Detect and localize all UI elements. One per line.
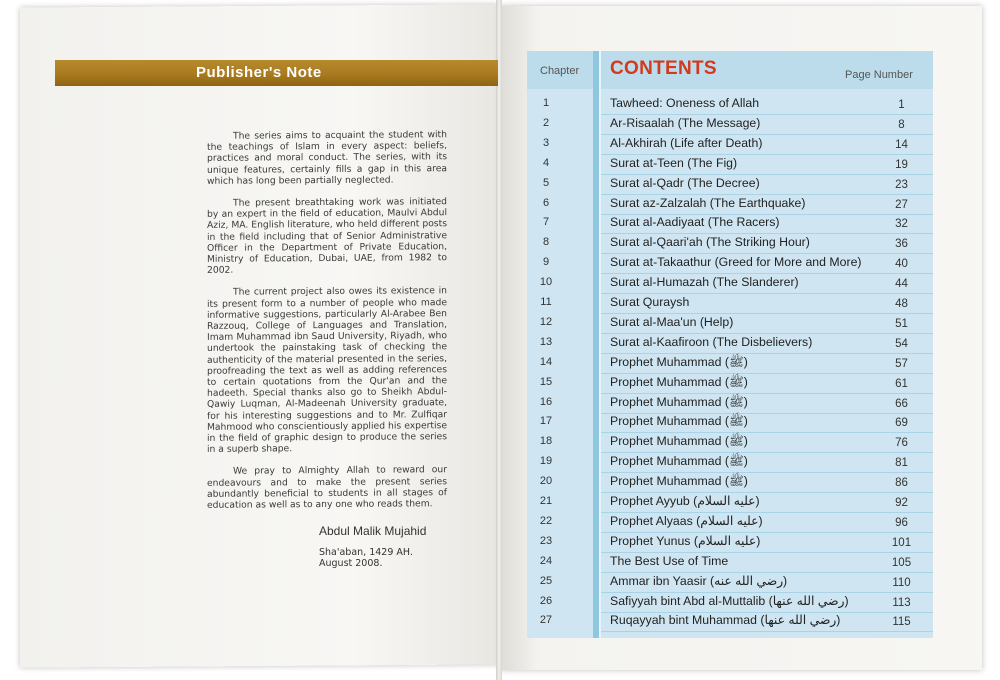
page-number: 113 [892, 596, 911, 609]
chapter-title: Prophet Muhammad (ﷺ) [610, 474, 748, 489]
chapter-title: Al-Akhirah (Life after Death) [610, 135, 763, 150]
chapter-title: Ammar ibn Yaasir (رضي الله عنه) [610, 573, 788, 588]
page-number: 14 [895, 138, 908, 151]
page-number: 86 [895, 477, 908, 490]
contents-row [527, 473, 933, 493]
chapter-number: 14 [539, 355, 553, 368]
chapter-title: Surat az-Zalzalah (The Earthquake) [610, 195, 806, 210]
chapter-number: 22 [539, 514, 553, 527]
chapter-number: 16 [539, 395, 553, 408]
contents-row [527, 314, 933, 334]
contents-row [527, 274, 933, 294]
page-number: 27 [895, 198, 908, 211]
contents-row [527, 354, 933, 374]
contents-row [527, 155, 933, 175]
page-number: 19 [895, 158, 908, 171]
chapter-title: Surat al-Aadiyaat (The Racers) [610, 215, 780, 230]
page-number: 76 [895, 437, 908, 450]
page-number: 54 [895, 337, 908, 350]
chapter-number: 26 [539, 594, 553, 607]
page-number-column-header: Page Number [845, 69, 913, 81]
contents-row [527, 294, 933, 314]
page-number: 81 [895, 457, 908, 470]
page-number: 69 [895, 417, 908, 430]
chapter-title: Ruqayyah bint Muhammad (رضي الله عنها) [610, 613, 841, 628]
chapter-title: Safiyyah bint Abd al-Muttalib (رضي الله عنها) [610, 593, 849, 608]
contents-row [527, 612, 933, 632]
contents-row [527, 214, 933, 234]
chapter-title: Prophet Alyaas (عليه السلام) [610, 513, 763, 528]
chapter-number: 21 [539, 495, 553, 507]
contents-row [527, 374, 933, 394]
note-paragraph: The present breathtaking work was initiated by an expert in the field of education, Maulvi Abdul Aziz, MA. English literature, who held different posts in the field including that of Senior Administrative Officer in the Department of Private Education, Ministry of Education, Dubai, UAE, from 1982 to 2002. [207, 196, 447, 277]
page-number: 44 [895, 278, 908, 291]
page-number: 92 [895, 497, 908, 509]
page-number: 96 [895, 516, 908, 529]
chapter-number: 6 [542, 196, 550, 209]
page-number: 40 [895, 258, 908, 271]
chapter-number: 3 [542, 136, 550, 149]
chapter-title: Surat at-Takaathur (Greed for More and More) [610, 255, 862, 270]
contents-row [527, 453, 933, 473]
contents-row [527, 513, 933, 533]
page-number: 48 [895, 298, 908, 310]
chapter-number: 1 [542, 97, 550, 109]
page-number: 32 [895, 218, 908, 231]
date-gregorian: August 2008. [319, 558, 383, 569]
row-separator [601, 631, 933, 632]
chapter-title: Surat al-Humazah (The Slanderer) [610, 275, 799, 290]
contents-row [527, 254, 933, 274]
contents-row [527, 334, 933, 354]
chapter-title: Prophet Muhammad (ﷺ) [610, 394, 748, 409]
contents-row [527, 573, 933, 593]
chapter-number: 27 [539, 614, 553, 627]
page-number: 115 [892, 616, 911, 629]
note-paragraph: We pray to Almighty Allah to reward our endeavours and to make the present series abundantly beneficial to students in all stages of education as well as to any one who reads them. [207, 464, 447, 511]
chapter-title: The Best Use of Time [610, 553, 729, 568]
chapter-number: 9 [542, 256, 550, 269]
page-number: 105 [891, 556, 912, 569]
contents-row [527, 195, 933, 215]
page-number: 23 [895, 178, 908, 191]
chapter-number: 12 [539, 315, 553, 328]
contents-row [527, 115, 933, 135]
page-number: 51 [895, 317, 908, 330]
chapter-title: Surat Quraysh [610, 295, 690, 309]
chapter-title: Surat al-Qaari'ah (The Striking Hour) [610, 235, 810, 250]
chapter-title: Prophet Muhammad (ﷺ) [610, 374, 748, 389]
page-number: 66 [895, 397, 908, 410]
chapter-number: 17 [539, 415, 553, 428]
publishers-note-heading: Publisher's Note [196, 64, 322, 81]
chapter-number: 19 [539, 455, 553, 468]
contents-row [527, 433, 933, 453]
chapter-number: 2 [542, 116, 550, 129]
chapter-title: Prophet Ayyub (عليه السلام) [610, 494, 760, 508]
chapter-number: 23 [539, 534, 553, 547]
signature-date [319, 547, 413, 569]
chapter-number: 24 [539, 554, 553, 567]
chapter-number: 18 [539, 435, 553, 448]
chapter-title: Surat al-Qadr (The Decree) [610, 175, 760, 190]
chapter-title: Surat al-Maa'un (Help) [610, 314, 734, 329]
contents-row [527, 95, 933, 115]
chapter-number: 13 [539, 335, 553, 348]
contents-row [527, 593, 933, 613]
chapter-title: Surat at-Teen (The Fig) [610, 155, 738, 170]
chapter-number: 8 [542, 236, 550, 249]
contents-row [527, 553, 933, 573]
chapter-title: Prophet Yunus (عليه السلام) [610, 533, 761, 548]
chapter-number: 11 [540, 296, 552, 308]
contents-row [527, 493, 933, 513]
chapter-title: Prophet Muhammad (ﷺ) [610, 434, 748, 449]
contents-title: CONTENTS [610, 58, 717, 79]
chapter-title: Ar-Risaalah (The Message) [610, 115, 761, 130]
date-hijri: Sha'aban, 1429 AH. [319, 547, 413, 558]
contents-row [527, 413, 933, 433]
chapter-title: Prophet Muhammad (ﷺ) [610, 354, 748, 369]
chapter-title: Prophet Muhammad (ﷺ) [610, 414, 748, 429]
publishers-note-body [207, 129, 447, 522]
contents-row [527, 175, 933, 195]
page-number: 101 [891, 536, 912, 549]
contents-row [527, 234, 933, 254]
chapter-column-header: Chapter [540, 65, 580, 77]
note-paragraph: The current project also owes its existence in its present form to a number of people who made informative suggestions, particularly Al-Arabee Ben Razzouq, College of Languages and Translation, Imam Muhammad ibn Saud University, Riyadh, who undertook the painstaking task of checking the authenticity of the material presented in the series, proofreading the text as well as adding references to certain quotations from the Qur'an and the hadeeth. Special thanks also go to Sheikh Abdul-Qawiy Luqman, Al-Madeenah University graduate, for his interesting suggestions and to Mr. Zulfiqar Mahmood who conscientiously applied his expertise in the field of graphic design to produce the series in a superb shape. [207, 285, 447, 456]
chapter-number: 7 [542, 216, 550, 229]
chapter-number: 5 [542, 176, 550, 189]
chapter-title: Surat al-Kaafiroon (The Disbelievers) [610, 334, 813, 349]
chapter-number: 20 [539, 475, 553, 488]
book-spine [496, 0, 502, 680]
chapter-number: 10 [539, 276, 553, 289]
contents-row [527, 394, 933, 414]
page-number: 110 [892, 576, 911, 589]
contents-row [527, 135, 933, 155]
chapter-number: 15 [539, 375, 553, 388]
note-paragraph: The series aims to acquaint the student with the teachings of Islam in every aspect: beliefs, practices and moral conduct. The series, with its unique features, certainly fills a gap in this area which has long been partially neglected. [207, 129, 447, 187]
page-number: 36 [895, 238, 908, 251]
chapter-title: Tawheed: Oneness of Allah [610, 96, 760, 110]
contents-row [527, 533, 933, 553]
page-number: 1 [898, 99, 905, 111]
chapter-title: Prophet Muhammad (ﷺ) [610, 454, 748, 469]
chapter-number: 25 [539, 574, 553, 587]
chapter-number: 4 [542, 156, 550, 169]
page-number: 8 [898, 118, 905, 131]
page-number: 57 [895, 357, 908, 370]
page-number: 61 [895, 377, 908, 390]
signature-name: Abdul Malik Mujahid [319, 524, 427, 538]
